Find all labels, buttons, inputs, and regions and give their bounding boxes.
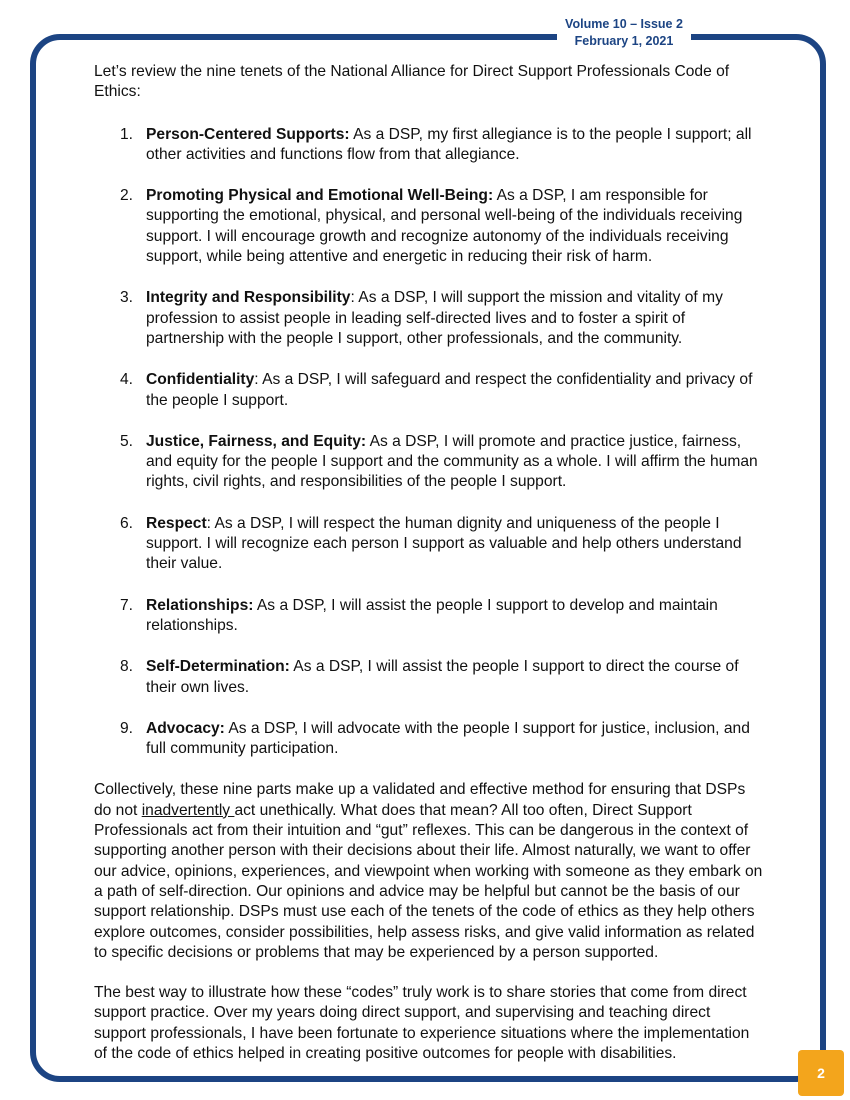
tenet-term: Advocacy: (146, 719, 225, 737)
tenet-term: Person-Centered Supports: (146, 125, 350, 143)
tenet-text: : As a DSP, I will support the mission and vitality of my profession to assist people in leading self-directed lives and to foster a spirit of partnership with the people I support, other professionals, and the community. (146, 289, 723, 347)
issue-header (557, 16, 691, 54)
tenet-term: Integrity and Responsibility (146, 289, 351, 307)
paragraph-text: Collectively, these nine parts make up a validated and effective method for ensuring that DSPs do not (94, 781, 746, 819)
list-item (94, 125, 764, 166)
tenet-text: As a DSP, I will advocate with the people I support for justice, inclusion, and full community participation. (146, 719, 750, 758)
list-number: 9. (120, 719, 134, 737)
list-item (94, 514, 764, 575)
tenet-text: As a DSP, my first allegiance is to the people I support; all other activities and functions flow from that allegiance. (146, 125, 752, 163)
tenet-term: Promoting Physical and Emotional Well-Being: (146, 187, 494, 205)
page-number-badge: 2 (798, 1050, 844, 1096)
tenet-text: As a DSP, I will assist the people I support to direct the course of their own lives. (146, 658, 739, 696)
volume-issue: Volume 10 – Issue 2 (565, 17, 683, 31)
article-body (94, 62, 764, 1084)
list-number: 2. (120, 187, 134, 205)
list-number: 5. (120, 432, 134, 450)
tenet-term: Justice, Fairness, and Equity: (146, 432, 367, 450)
list-item (94, 657, 764, 698)
list-item (94, 288, 764, 349)
tenet-text: : As a DSP, I will safeguard and respect the confidentiality and privacy of the people I support. (146, 371, 753, 409)
list-number: 8. (120, 658, 134, 676)
tenet-term: Respect (146, 514, 207, 532)
list-number: 7. (120, 596, 134, 614)
tenet-term: Self-Determination: (146, 658, 290, 676)
list-item (94, 186, 764, 267)
tenet-term: Relationships: (146, 596, 254, 614)
list-item (94, 596, 764, 637)
paragraph-text: act unethically. What does that mean? All too often, Direct Support Professionals act from their intuition and “gut” reflexes. This can be dangerous in the context of supporting another person with their decisions about their life. Almost naturally, we want to offer our advice, opinions, experiences, and viewpoint when working with someone as they embark on a path of self-direction. Our opinions and advice may be helpful but cannot be the basis of our support relationship. DSPs must use each of the tenets of the code of ethics as they help others explore outcomes, consider possibilities, help assess risks, and give valid information as related to specific decisions or problems that may be experienced by a person supported. (94, 801, 763, 961)
tenets-list (94, 125, 764, 760)
intro-paragraph: Let’s review the nine tenets of the National Alliance for Direct Support Professionals Code of Ethics: (94, 63, 730, 101)
list-number: 1. (120, 125, 134, 143)
tenet-text: : As a DSP, I will respect the human dignity and uniqueness of the people I support. I will recognize each person I support as valuable and help others understand their value. (146, 514, 742, 573)
underlined-word: inadvertently (141, 801, 235, 819)
list-item (94, 432, 764, 493)
list-item (94, 719, 764, 760)
tenet-text: As a DSP, I will assist the people I support to develop and maintain relationships. (146, 596, 718, 634)
list-number: 3. (120, 289, 134, 307)
tenet-term: Confidentiality (146, 371, 255, 389)
tenet-text: As a DSP, I am responsible for supporting the emotional, physical, and personal well-being of the individuals receiving support. I will encourage growth and recognize autonomy of the individuals receiving support, while being attentive and energetic in reducing their risk of harm. (146, 187, 743, 266)
issue-date: February 1, 2021 (574, 34, 674, 48)
list-number: 4. (120, 371, 134, 389)
body-paragraph-2: The best way to illustrate how these “codes” truly work is to share stories that come from direct support practice. Over my years doing direct support, and supervising and teaching direct support professionals, I have been fortunate to experience situations where the implementation of the code of ethics helped in creating positive outcomes for people with disabilities. (94, 984, 750, 1062)
list-item (94, 370, 764, 411)
tenet-text: As a DSP, I will promote and practice justice, fairness, and equity for the people I support and the community as a whole. I will affirm the human rights, civil rights, and responsibilities of the people I support. (146, 432, 758, 491)
list-number: 6. (120, 514, 134, 532)
body-paragraph-1 (94, 780, 764, 963)
